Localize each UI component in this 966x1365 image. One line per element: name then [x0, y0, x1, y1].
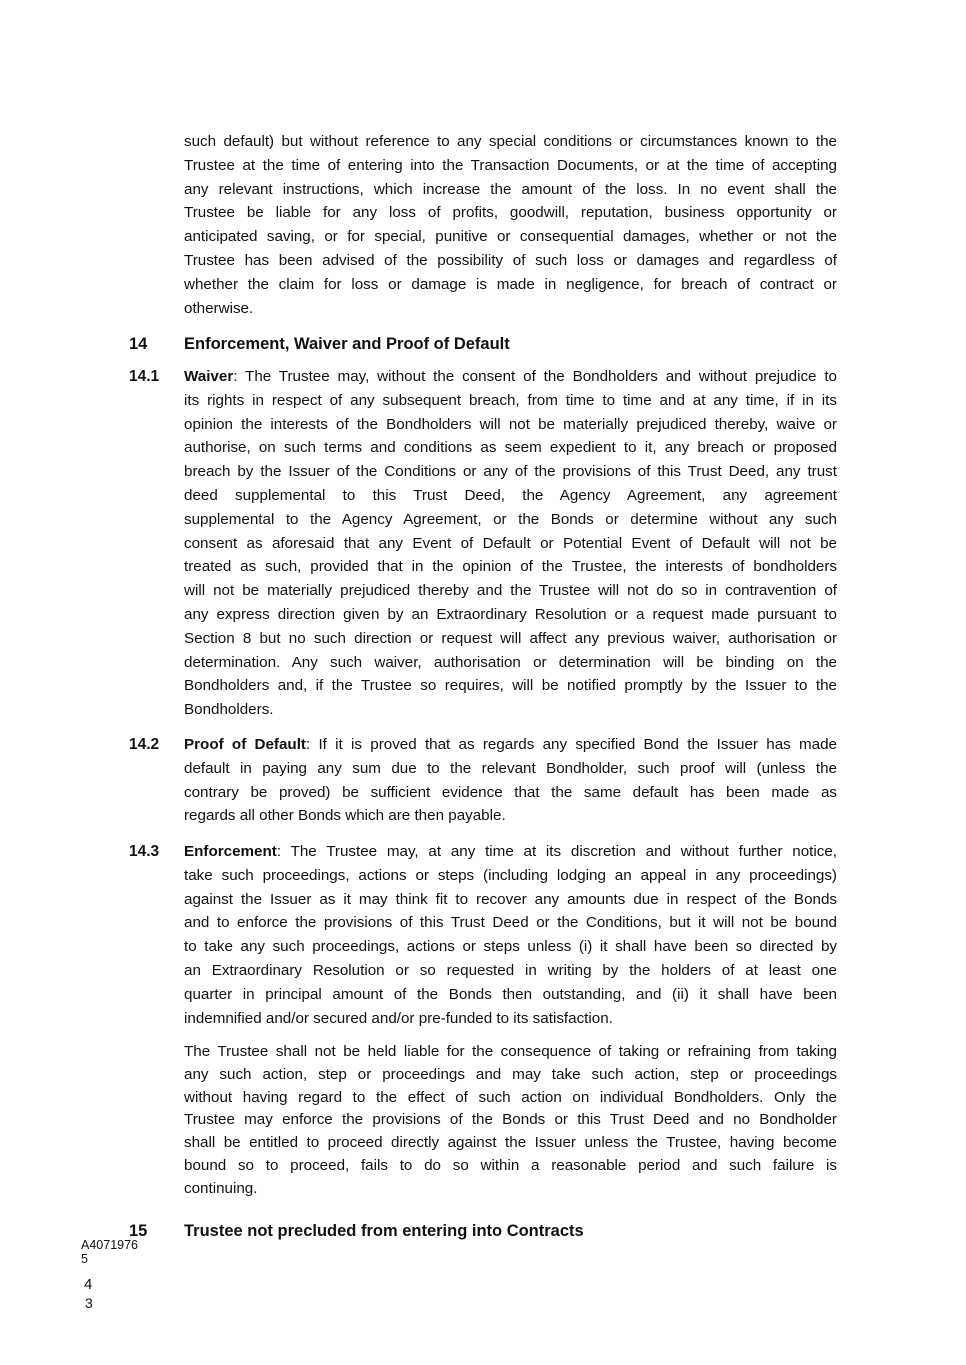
- text-line: treated as such, provided that in the opinion of the Trustee, the interests of bondholders: [184, 558, 837, 576]
- text-line: regards all other Bonds which are then payable.: [184, 807, 506, 825]
- text-line: to take any such proceedings, actions or steps unless (i) it shall have been so directed by: [184, 938, 837, 956]
- text-line: Enforcement: The Trustee may, at any time at its discretion and without further notice,: [184, 843, 837, 860]
- text-line: deed supplemental to this Trust Deed, the Agency Agreement, any agreement: [184, 486, 837, 504]
- text-line: consent as aforesaid that any Event of Default or Potential Event of Default will not be: [184, 534, 837, 552]
- section-14-number: 14: [129, 335, 148, 353]
- section-15-title: Trustee not precluded from entering into Contracts: [184, 1222, 584, 1240]
- text-line: bound so to proceed, fails to do so within a reasonable period and such failure is: [184, 1156, 837, 1174]
- text-line: an Extraordinary Resolution or so requested in writing by the holders of at least one: [184, 961, 837, 979]
- text-line: will not be materially prejudiced thereby and the Trustee will not do so in contravention of: [184, 582, 837, 600]
- text-line: Trustee at the time of entering into the Transaction Documents, or at the time of accepting: [184, 156, 837, 174]
- text-line: Trustee may enforce the provisions of the Bonds or this Trust Deed and no Bondholder: [184, 1111, 837, 1129]
- text-line: without having regard to the effect of such action on individual Bondholders. Only the: [184, 1088, 837, 1106]
- clause-term: Proof of Default: [184, 736, 306, 753]
- text-line: against the Issuer as it may think fit to recover any amounts due in respect of the Bonds: [184, 890, 837, 908]
- clause-14-2-number: 14.2: [129, 736, 160, 753]
- section-15-number: 15: [129, 1222, 148, 1240]
- page-number: 4: [84, 1276, 93, 1293]
- text-line: opinion the interests of the Bondholders will not be materially prejudiced thereby, waive or: [184, 415, 837, 433]
- text-line: breach by the Issuer of the Conditions or any of the provisions of this Trust Deed, any trust: [184, 463, 837, 481]
- clause-term: Waiver: [184, 368, 234, 385]
- text-line: determination. Any such waiver, authorisation or determination will be binding on the: [184, 653, 837, 671]
- text-line: Waiver: The Trustee may, without the consent of the Bondholders and without prejudice to: [184, 368, 837, 385]
- text-line: Proof of Default: If it is proved that as regards any specified Bond the Issuer has made: [184, 736, 837, 753]
- text-line: otherwise.: [184, 299, 254, 317]
- text-line: Trustee be liable for any loss of profits, goodwill, reputation, business opportunity or: [184, 204, 837, 222]
- text-line: shall be entitled to proceed directly against the Issuer unless the Trustee, having become: [184, 1134, 837, 1152]
- text-line: and to enforce the provisions of this Trust Deed or the Conditions, but it will not be bound: [184, 914, 837, 932]
- text-line: contrary be proved) be sufficient evidence that the same default has been made as: [184, 783, 837, 801]
- text-line: any relevant instructions, which increase the amount of the loss. In no event shall the: [184, 180, 837, 198]
- clause-14-1-number: 14.1: [129, 368, 160, 385]
- text-line: any such action, step or proceedings and may take such action, step or proceedings: [184, 1065, 837, 1083]
- text-line: indemnified and/or secured and/or pre-funded to its satisfaction.: [184, 1009, 613, 1027]
- continuation-paragraph: [184, 130, 837, 320]
- text-line: take such proceedings, actions or steps (including lodging an appeal in any proceedings): [184, 866, 837, 884]
- text-line: Bondholders and, if the Trustee so requires, will be notified promptly by the Issuer to the: [184, 677, 837, 695]
- section-14-title: Enforcement, Waiver and Proof of Default: [184, 335, 510, 353]
- text-line: such default) but without reference to any special conditions or circumstances known to the: [184, 133, 837, 150]
- clause-14-3-number: 14.3: [129, 843, 160, 860]
- clause-14-3-paragraph-2: [184, 1041, 837, 1201]
- text-line: continuing.: [184, 1179, 258, 1197]
- page-number-cutoff: 3: [85, 1295, 93, 1311]
- text-line: Trustee has been advised of the possibility of such loss or damages and regardless of: [184, 251, 837, 269]
- text-line: default in paying any sum due to the relevant Bondholder, such proof will (unless the: [184, 759, 837, 777]
- text-line: its rights in respect of any subsequent breach, from time to time and at any time, if in its: [184, 391, 837, 409]
- text-line: quarter in principal amount of the Bonds then outstanding, and (ii) it shall have been: [184, 985, 837, 1003]
- clause-14-2-proof-of-default: [184, 733, 837, 828]
- clause-14-3-enforcement: [184, 840, 837, 1030]
- text-line: Section 8 but no such direction or request will affect any previous waiver, authorisation or: [184, 629, 837, 647]
- text-line: whether the claim for loss or damage is made in negligence, for breach of contract or: [184, 275, 837, 293]
- text-line: anticipated saving, or for special, punitive or consequential damages, whether or not the: [184, 228, 837, 246]
- text-line: The Trustee shall not be held liable for the consequence of taking or refraining from taking: [184, 1043, 837, 1060]
- text-line: supplemental to the Agency Agreement, or the Bonds or determine without any such: [184, 510, 837, 528]
- text-line: authorise, on such terms and conditions as seem expedient to it, any breach or proposed: [184, 439, 837, 457]
- text-line: any express direction given by an Extraordinary Resolution or a request made pursuant to: [184, 605, 837, 623]
- text-line: Bondholders.: [184, 701, 274, 719]
- document-reference: A4071976 5: [81, 1238, 139, 1266]
- clause-term: Enforcement: [184, 843, 277, 860]
- clause-14-1-waiver: [184, 365, 837, 722]
